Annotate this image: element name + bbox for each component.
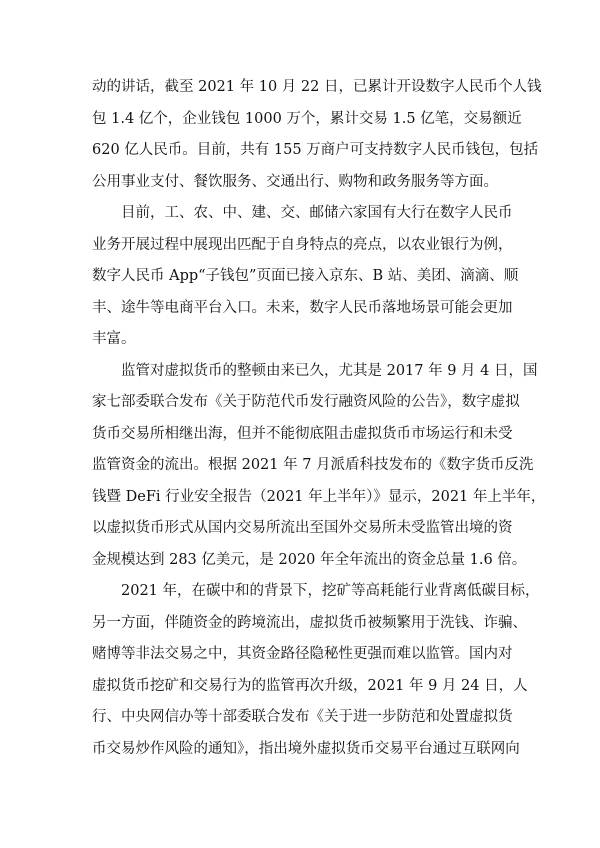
text-line: 监管资金的流出。根据 2021 年 7 月派盾科技发布的《数字货币反洗 — [92, 457, 534, 473]
paragraph — [92, 356, 546, 577]
text-line: 包 1.4 亿个，企业钱包 1000 万个，累计交易 1.5 亿笔，交易额近 — [92, 110, 522, 127]
text-line: 行、中央网信办等十部委联合发布《关于进一步防范和处置虚拟货 — [92, 709, 513, 725]
text-line: 监管对虚拟货币的整顿由来已久，尤其是 2017 年 9 月 4 日，国 — [121, 362, 538, 379]
text-line: 另一方面，伴随资金的跨境流出，虚拟货币被频繁用于洗钱、诈骗、 — [92, 614, 527, 631]
document-body — [92, 72, 546, 765]
text-line: 虚拟货币挖矿和交易行为的监管再次升级，2021 年 9 月 24 日，人 — [92, 677, 528, 694]
paragraph — [92, 72, 542, 198]
text-line: 目前，工、农、中、建、交、邮储六家国有大行在数字人民币 — [121, 205, 513, 221]
text-line: 以虚拟货币形式从国内交易所流出至国外交易所未受监管出境的资 — [92, 520, 513, 536]
text-line: 丰、途牛等电商平台入口。未来，数字人民币落地场景可能会更加 — [92, 299, 513, 316]
text-line: 赌博等非法交易之中，其资金路径隐秘性更强而难以监管。国内对 — [92, 646, 513, 662]
text-line: 数字人民币 App“子钱包”页面已接入京东、B 站、美团、滴滴、顺 — [92, 268, 519, 284]
paragraph — [92, 576, 540, 765]
text-line: 丰富。 — [92, 331, 136, 347]
text-line: 公用事业支付、餐饮服务、交通出行、购物和政务服务等方面。 — [92, 173, 498, 190]
text-line: 动的讲话，截至 2021 年 10 月 22 日，已累计开设数字人民币个人钱 — [92, 79, 542, 95]
text-line: 2021 年，在碳中和的背景下，挖矿等高耗能行业背离低碳目标， — [121, 583, 540, 599]
text-line: 家七部委联合发布《关于防范代币发行融资风险的公告》，数字虚拟 — [92, 394, 520, 410]
text-line: 金规模达到 283 亿美元，是 2020 年全年流出的资金总量 1.6 倍。 — [92, 551, 527, 568]
text-line: 钱暨 DeFi 行业安全报告（2021 年上半年）》显示，2021 年上半年， — [92, 488, 546, 505]
paragraph — [92, 198, 519, 356]
text-line: 币交易炒作风险的通知》，指出境外虚拟货币交易平台通过互联网向 — [92, 740, 520, 757]
text-line: 货币交易所相继出海，但并不能彻底阻击虚拟货币市场运行和未受 — [92, 425, 513, 442]
text-line: 业务开展过程中展现出匹配于自身特点的亮点，以农业银行为例， — [92, 236, 513, 253]
text-line: 620 亿人民币。目前，共有 155 万商户可支持数字人民币钱包，包括 — [92, 142, 539, 158]
